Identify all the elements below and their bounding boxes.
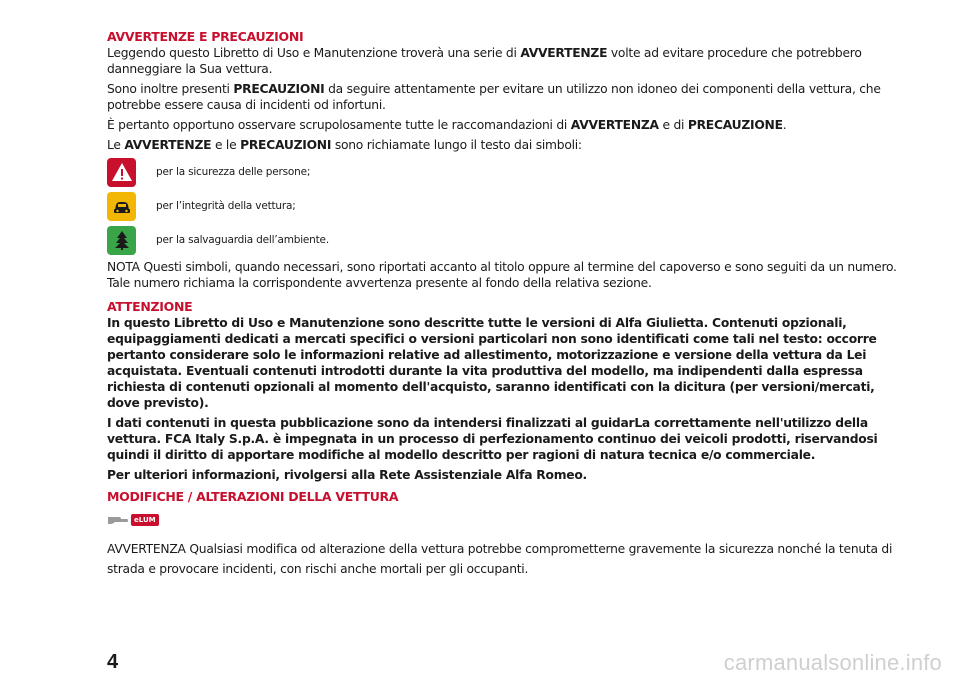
text: e di bbox=[658, 118, 688, 132]
section-heading-attenzione: ATTENZIONE bbox=[107, 299, 193, 314]
tree-icon bbox=[107, 226, 136, 255]
text: Le bbox=[107, 138, 125, 152]
intro-paragraph-4 bbox=[107, 137, 897, 153]
pointing-hand-icon bbox=[107, 511, 129, 530]
keyword-precauzioni: PRECAUZIONI bbox=[240, 138, 332, 152]
manual-page bbox=[107, 29, 897, 579]
keyword-avvertenze: AVVERTENZE bbox=[124, 138, 212, 152]
symbol-caption: per la salvaguardia dell’ambiente. bbox=[156, 234, 329, 246]
elum-reference bbox=[107, 507, 897, 533]
symbol-row-environment bbox=[107, 223, 897, 257]
elum-badge: eLUM bbox=[131, 514, 159, 526]
text: da seguire attentamente per evitare un utilizzo non idoneo dei componenti della vettura, che potrebbe essere causa di incidenti od infortuni. bbox=[107, 82, 881, 112]
section-heading-avvertenze: AVVERTENZE E PRECAUZIONI bbox=[107, 29, 304, 44]
attenzione-block bbox=[107, 315, 897, 483]
symbol-caption: per la sicurezza delle persone; bbox=[156, 166, 311, 178]
text: Sono inoltre presenti bbox=[107, 82, 234, 96]
car-icon bbox=[107, 192, 136, 221]
watermark: carmanualsonline.info bbox=[723, 650, 942, 675]
keyword-avvertenze: AVVERTENZE bbox=[520, 46, 608, 60]
keyword-precauzioni: PRECAUZIONI bbox=[233, 82, 325, 96]
symbol-caption: per l’integrità della vettura; bbox=[156, 200, 296, 212]
attenzione-paragraph-2: I dati contenuti in questa pubblicazione sono da intendersi finalizzati al guidarLa correttamente nell'utilizzo della vettura. FCA Italy S.p.A. è impegnata in un processo di perfezionamento continuo dei veicoli prodotti, riservandosi quindi il diritto di apportare modifiche al modello descritto per ragioni di natura tecnica e/o commerciale. bbox=[107, 416, 878, 462]
text: Leggendo questo Libretto di Uso e Manutenzione troverà una serie di bbox=[107, 46, 521, 60]
nota-paragraph: NOTA Questi simboli, quando necessari, sono riportati accanto al titolo oppure al termine del capoverso e sono seguiti da un numero. Tale numero richiama la corrispondente avvertenza presente al fondo della relativa sezione. bbox=[107, 260, 897, 290]
text: e le bbox=[211, 138, 241, 152]
intro-paragraph-3 bbox=[107, 117, 897, 133]
symbol-list bbox=[107, 155, 897, 257]
text: . bbox=[782, 118, 787, 132]
intro-paragraph-2 bbox=[107, 81, 897, 113]
intro-paragraph-1 bbox=[107, 45, 897, 77]
symbol-row-vehicle bbox=[107, 189, 897, 223]
keyword-precauzione: PRECAUZIONE bbox=[687, 118, 783, 132]
keyword-avvertenza: AVVERTENZA bbox=[570, 118, 659, 132]
text: volte ad evitare procedure che potrebbero danneggiare la Sua vettura. bbox=[107, 46, 862, 76]
text: È pertanto opportuno osservare scrupolosamente tutte le raccomandazioni di bbox=[107, 118, 571, 132]
warning-triangle-icon bbox=[107, 158, 136, 187]
attenzione-paragraph-1: In questo Libretto di Uso e Manutenzione sono descritte tutte le versioni di Alfa Giulietta. Contenuti opzionali, equipaggiamenti dedicati a mercati specifici o versioni particolari non sono identificati come tali nel testo: occorre pertanto considerare solo le informazioni relative ad allestimento, motorizzazione e versione della vettura da Lei acquistata. Eventuali contenuti introdotti durante la vita produttiva del modello, ma indipendenti dalla espressa richiesta di contenuti opzionali al momento dell'acquisto, saranno identificati con la dicitura (per versioni/mercati, dove previsto). bbox=[107, 316, 877, 410]
text: sono richiamate lungo il testo dai simboli: bbox=[331, 138, 582, 152]
page-number: 4 bbox=[107, 651, 119, 673]
section-heading-modifiche: MODIFICHE / ALTERAZIONI DELLA VETTURA bbox=[107, 489, 399, 504]
modifiche-paragraph: AVVERTENZA Qualsiasi modifica od alterazione della vettura potrebbe comprometterne gravemente la sicurezza nonché la tenuta di strada e provocare incidenti, con rischi anche mortali per gli occupanti. bbox=[107, 542, 893, 576]
symbol-row-safety bbox=[107, 155, 897, 189]
attenzione-paragraph-3: Per ulteriori informazioni, rivolgersi alla Rete Assistenziale Alfa Romeo. bbox=[107, 468, 587, 482]
